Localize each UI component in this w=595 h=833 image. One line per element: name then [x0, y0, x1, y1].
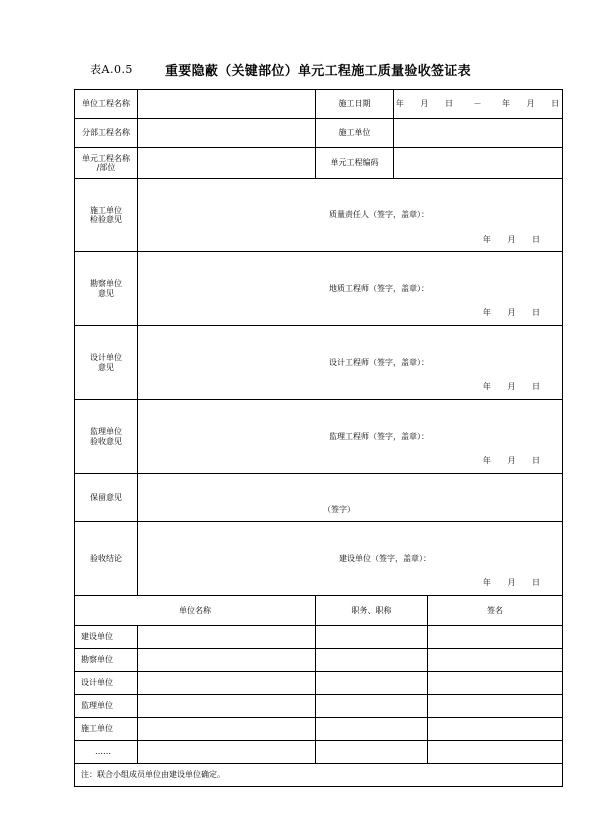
opinion-signer: 地质工程师（签字，盖章）： [329, 284, 429, 293]
division-project-name-field[interactable] [138, 119, 316, 148]
note-row [75, 764, 563, 787]
element-project-name-line2: /部位 [96, 163, 116, 172]
member-row [75, 695, 563, 718]
member-signature-field[interactable] [428, 718, 563, 741]
division-project-name-label: 分部工程名称 [75, 119, 138, 148]
header-signature: 签名 [428, 596, 563, 626]
conclusion-date: 年 月 日 [482, 578, 540, 587]
member-signature-field[interactable] [428, 626, 563, 649]
opinion-label [75, 179, 138, 252]
member-row [75, 649, 563, 672]
member-signature-field[interactable] [428, 672, 563, 695]
member-row [75, 626, 563, 649]
member-position-field[interactable] [316, 649, 428, 672]
member-unit: 勘察单位 [75, 649, 138, 672]
element-project-code-field[interactable] [394, 148, 563, 179]
date-range-dash: － [473, 99, 483, 109]
member-unit-name-field[interactable] [138, 718, 316, 741]
member-row [75, 672, 563, 695]
date-day-end: 日 [551, 99, 561, 109]
construction-date-field[interactable] [394, 90, 563, 119]
member-unit: 监理单位 [75, 695, 138, 718]
footnote: 注：联合小组成员单位由建设单位确定。 [75, 764, 563, 787]
member-unit: 施工单位 [75, 718, 138, 741]
element-project-name-line1: 单元工程名称 [82, 153, 130, 163]
date-year-end: 年 [502, 99, 512, 109]
date-month-end: 月 [526, 99, 536, 109]
construction-unit-label: 施工单位 [316, 119, 394, 148]
member-unit-name-field[interactable] [138, 626, 316, 649]
member-unit-name-field[interactable] [138, 741, 316, 764]
conclusion-signer: 建设单位（签字，盖章）： [339, 554, 431, 563]
construction-date-label: 施工日期 [316, 90, 394, 119]
member-position-field[interactable] [316, 626, 428, 649]
opinion-signer: 质量责任人（签字，盖章）： [329, 210, 429, 219]
opinion-label [75, 252, 138, 326]
opinion-field[interactable] [138, 400, 563, 474]
members-header-row [75, 596, 563, 626]
conclusion-label: 验收结论 [75, 522, 138, 596]
opinion-date: 年 月 日 [482, 308, 540, 317]
member-signature-field[interactable] [428, 741, 563, 764]
reserved-opinion-label: 保留意见 [75, 474, 138, 522]
opinion-label [75, 400, 138, 474]
member-unit: 建设单位 [75, 626, 138, 649]
unit-project-row [75, 90, 563, 119]
opinion-date: 年 月 日 [482, 456, 540, 465]
member-signature-field[interactable] [428, 649, 563, 672]
reserved-signer: （签字） [323, 505, 355, 514]
opinion-signer: 设计工程师（签字，盖章）： [329, 358, 429, 367]
member-unit-name-field[interactable] [138, 649, 316, 672]
reserved-opinion-row [75, 474, 563, 522]
opinion-row-supervision [75, 400, 563, 474]
element-project-code-label: 单元工程编码 [316, 148, 394, 179]
opinion-label-line1: 设计单位 [90, 353, 122, 363]
opinion-label-line1: 施工单位 [90, 205, 122, 215]
opinion-label-line2: 验收意见 [90, 436, 122, 446]
opinion-label-line2: 意见 [98, 362, 114, 372]
header-unit-name: 单位名称 [75, 596, 316, 626]
division-project-row [75, 119, 563, 148]
unit-project-name-label: 单位工程名称 [75, 90, 138, 119]
opinion-row-design [75, 326, 563, 400]
conclusion-row [75, 522, 563, 596]
opinion-signer: 监理工程师（签字，盖章）： [329, 432, 429, 441]
member-unit-name-field[interactable] [138, 695, 316, 718]
opinion-label-line2: 检验意见 [90, 215, 122, 224]
member-position-field[interactable] [316, 741, 428, 764]
member-row [75, 718, 563, 741]
opinion-field[interactable] [138, 179, 563, 252]
member-unit: 设计单位 [75, 672, 138, 695]
date-year-start: 年 [395, 99, 405, 109]
opinion-label [75, 326, 138, 400]
element-project-row [75, 148, 563, 179]
opinion-date: 年 月 日 [482, 235, 540, 244]
element-project-name-label [75, 148, 138, 179]
title-row [90, 60, 550, 78]
header-position: 职务、职称 [316, 596, 428, 626]
member-position-field[interactable] [316, 718, 428, 741]
opinion-label-line1: 勘察单位 [90, 279, 122, 289]
member-signature-field[interactable] [428, 695, 563, 718]
acceptance-form-table [74, 89, 563, 787]
member-row [75, 741, 563, 764]
opinion-row-survey [75, 252, 563, 326]
opinion-label-line2: 意见 [98, 288, 114, 298]
member-position-field[interactable] [316, 695, 428, 718]
date-day-start: 日 [444, 99, 454, 109]
opinion-label-line1: 监理单位 [90, 427, 122, 437]
construction-unit-field[interactable] [394, 119, 563, 148]
unit-project-name-field[interactable] [138, 90, 316, 119]
document-title: 重要隐蔽（关键部位）单元工程施工质量验收签证表 [165, 64, 471, 79]
member-position-field[interactable] [316, 672, 428, 695]
table-number: 表A.0.5 [90, 63, 133, 76]
opinion-row-construction [75, 179, 563, 252]
opinion-field[interactable] [138, 252, 563, 326]
member-unit: …… [75, 741, 138, 764]
element-project-name-field[interactable] [138, 148, 316, 179]
reserved-opinion-field[interactable] [138, 474, 563, 522]
conclusion-field[interactable] [138, 522, 563, 596]
date-month-start: 月 [420, 99, 430, 109]
member-unit-name-field[interactable] [138, 672, 316, 695]
opinion-field[interactable] [138, 326, 563, 400]
opinion-date: 年 月 日 [482, 382, 540, 391]
